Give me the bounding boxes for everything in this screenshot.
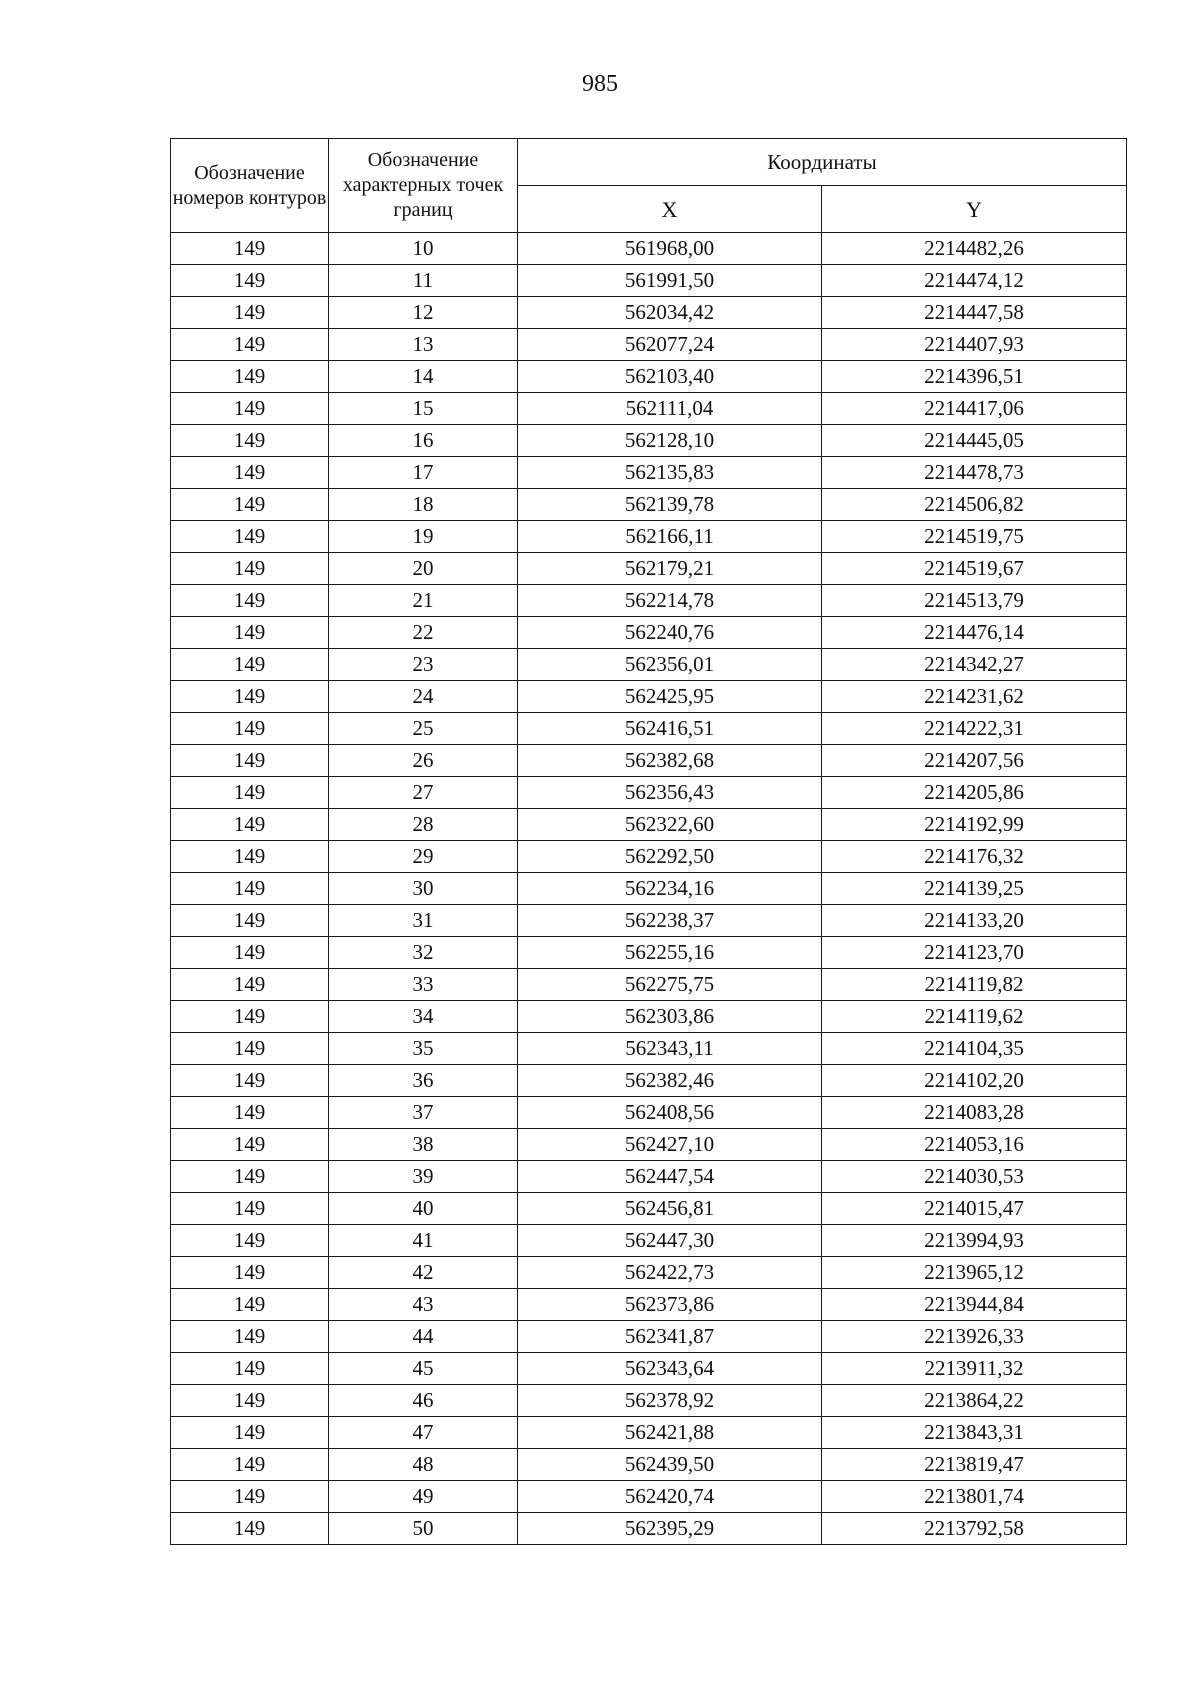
cell-point-number: 40 <box>329 1193 518 1225</box>
cell-point-number: 14 <box>329 361 518 393</box>
table-row <box>171 649 1127 681</box>
cell-point-number: 46 <box>329 1385 518 1417</box>
table-row <box>171 1225 1127 1257</box>
cell-x-coordinate: 562214,78 <box>518 585 822 617</box>
cell-contour-number: 149 <box>171 1065 329 1097</box>
table-row <box>171 777 1127 809</box>
cell-y-coordinate: 2213819,47 <box>822 1449 1127 1481</box>
cell-contour-number: 149 <box>171 329 329 361</box>
cell-y-coordinate: 2214123,70 <box>822 937 1127 969</box>
cell-point-number: 48 <box>329 1449 518 1481</box>
cell-point-number: 25 <box>329 713 518 745</box>
cell-y-coordinate: 2214519,75 <box>822 521 1127 553</box>
cell-y-coordinate: 2214476,14 <box>822 617 1127 649</box>
table-row <box>171 585 1127 617</box>
cell-contour-number: 149 <box>171 521 329 553</box>
cell-x-coordinate: 562077,24 <box>518 329 822 361</box>
cell-y-coordinate: 2214139,25 <box>822 873 1127 905</box>
cell-x-coordinate: 562416,51 <box>518 713 822 745</box>
table-row <box>171 681 1127 713</box>
cell-contour-number: 149 <box>171 1289 329 1321</box>
cell-contour-number: 149 <box>171 1097 329 1129</box>
cell-point-number: 32 <box>329 937 518 969</box>
cell-x-coordinate: 562373,86 <box>518 1289 822 1321</box>
cell-y-coordinate: 2213864,22 <box>822 1385 1127 1417</box>
cell-y-coordinate: 2214176,32 <box>822 841 1127 873</box>
cell-x-coordinate: 562166,11 <box>518 521 822 553</box>
cell-point-number: 26 <box>329 745 518 777</box>
table-row <box>171 617 1127 649</box>
table-row <box>171 489 1127 521</box>
cell-contour-number: 149 <box>171 1321 329 1353</box>
cell-point-number: 39 <box>329 1161 518 1193</box>
table-row <box>171 1385 1127 1417</box>
table-row <box>171 1321 1127 1353</box>
header-coordinates: Координаты <box>518 139 1127 186</box>
table-row <box>171 233 1127 265</box>
cell-contour-number: 149 <box>171 233 329 265</box>
cell-point-number: 49 <box>329 1481 518 1513</box>
table-row <box>171 841 1127 873</box>
cell-x-coordinate: 562343,11 <box>518 1033 822 1065</box>
cell-y-coordinate: 2214104,35 <box>822 1033 1127 1065</box>
cell-x-coordinate: 562378,92 <box>518 1385 822 1417</box>
table-row <box>171 393 1127 425</box>
header-boundary-points: Обозначение характерных точек границ <box>329 139 518 233</box>
cell-contour-number: 149 <box>171 1001 329 1033</box>
cell-x-coordinate: 562240,76 <box>518 617 822 649</box>
table-row <box>171 1161 1127 1193</box>
cell-point-number: 31 <box>329 905 518 937</box>
cell-x-coordinate: 562439,50 <box>518 1449 822 1481</box>
cell-point-number: 17 <box>329 457 518 489</box>
cell-contour-number: 149 <box>171 1033 329 1065</box>
cell-contour-number: 149 <box>171 745 329 777</box>
cell-y-coordinate: 2213792,58 <box>822 1513 1127 1545</box>
cell-x-coordinate: 562135,83 <box>518 457 822 489</box>
cell-y-coordinate: 2213965,12 <box>822 1257 1127 1289</box>
cell-x-coordinate: 562395,29 <box>518 1513 822 1545</box>
cell-x-coordinate: 562447,30 <box>518 1225 822 1257</box>
cell-contour-number: 149 <box>171 553 329 585</box>
cell-y-coordinate: 2214231,62 <box>822 681 1127 713</box>
cell-y-coordinate: 2214083,28 <box>822 1097 1127 1129</box>
cell-y-coordinate: 2213994,93 <box>822 1225 1127 1257</box>
table-row <box>171 425 1127 457</box>
cell-contour-number: 149 <box>171 457 329 489</box>
cell-x-coordinate: 562382,68 <box>518 745 822 777</box>
table-row <box>171 1417 1127 1449</box>
table-row <box>171 1449 1127 1481</box>
cell-y-coordinate: 2214482,26 <box>822 233 1127 265</box>
cell-y-coordinate: 2214445,05 <box>822 425 1127 457</box>
cell-point-number: 47 <box>329 1417 518 1449</box>
cell-contour-number: 149 <box>171 969 329 1001</box>
cell-contour-number: 149 <box>171 1257 329 1289</box>
table-row <box>171 873 1127 905</box>
cell-contour-number: 149 <box>171 1449 329 1481</box>
table-body <box>171 233 1127 1545</box>
cell-y-coordinate: 2214519,67 <box>822 553 1127 585</box>
cell-point-number: 38 <box>329 1129 518 1161</box>
cell-y-coordinate: 2214119,62 <box>822 1001 1127 1033</box>
cell-point-number: 33 <box>329 969 518 1001</box>
cell-point-number: 36 <box>329 1065 518 1097</box>
cell-x-coordinate: 562322,60 <box>518 809 822 841</box>
cell-x-coordinate: 562255,16 <box>518 937 822 969</box>
cell-point-number: 42 <box>329 1257 518 1289</box>
table-row <box>171 745 1127 777</box>
cell-y-coordinate: 2214506,82 <box>822 489 1127 521</box>
table-row <box>171 329 1127 361</box>
cell-contour-number: 149 <box>171 649 329 681</box>
cell-point-number: 50 <box>329 1513 518 1545</box>
table-row <box>171 969 1127 1001</box>
cell-contour-number: 149 <box>171 1129 329 1161</box>
cell-y-coordinate: 2214102,20 <box>822 1065 1127 1097</box>
table-row <box>171 1513 1127 1545</box>
cell-contour-number: 149 <box>171 905 329 937</box>
cell-x-coordinate: 562421,88 <box>518 1417 822 1449</box>
cell-y-coordinate: 2214222,31 <box>822 713 1127 745</box>
cell-x-coordinate: 562111,04 <box>518 393 822 425</box>
cell-x-coordinate: 562292,50 <box>518 841 822 873</box>
cell-contour-number: 149 <box>171 1385 329 1417</box>
cell-y-coordinate: 2214513,79 <box>822 585 1127 617</box>
cell-x-coordinate: 562356,43 <box>518 777 822 809</box>
table-row <box>171 1481 1127 1513</box>
cell-contour-number: 149 <box>171 1161 329 1193</box>
cell-x-coordinate: 562382,46 <box>518 1065 822 1097</box>
table-row <box>171 457 1127 489</box>
cell-contour-number: 149 <box>171 1481 329 1513</box>
table-row <box>171 1289 1127 1321</box>
cell-contour-number: 149 <box>171 585 329 617</box>
cell-point-number: 10 <box>329 233 518 265</box>
cell-y-coordinate: 2214417,06 <box>822 393 1127 425</box>
cell-contour-number: 149 <box>171 489 329 521</box>
cell-point-number: 11 <box>329 265 518 297</box>
cell-y-coordinate: 2214342,27 <box>822 649 1127 681</box>
cell-point-number: 29 <box>329 841 518 873</box>
cell-x-coordinate: 562103,40 <box>518 361 822 393</box>
table-row <box>171 1001 1127 1033</box>
cell-contour-number: 149 <box>171 841 329 873</box>
header-y: Y <box>822 186 1127 233</box>
table-header <box>171 139 1127 233</box>
table-row <box>171 1353 1127 1385</box>
table-row <box>171 905 1127 937</box>
cell-point-number: 43 <box>329 1289 518 1321</box>
cell-point-number: 30 <box>329 873 518 905</box>
cell-point-number: 41 <box>329 1225 518 1257</box>
cell-x-coordinate: 562422,73 <box>518 1257 822 1289</box>
header-x: X <box>518 186 822 233</box>
cell-x-coordinate: 562425,95 <box>518 681 822 713</box>
cell-x-coordinate: 561991,50 <box>518 265 822 297</box>
cell-contour-number: 149 <box>171 617 329 649</box>
cell-point-number: 18 <box>329 489 518 521</box>
cell-x-coordinate: 562456,81 <box>518 1193 822 1225</box>
cell-y-coordinate: 2214447,58 <box>822 297 1127 329</box>
page-number: 985 <box>582 71 618 97</box>
cell-x-coordinate: 562128,10 <box>518 425 822 457</box>
cell-y-coordinate: 2213926,33 <box>822 1321 1127 1353</box>
cell-y-coordinate: 2214015,47 <box>822 1193 1127 1225</box>
cell-x-coordinate: 562238,37 <box>518 905 822 937</box>
cell-x-coordinate: 562420,74 <box>518 1481 822 1513</box>
cell-contour-number: 149 <box>171 777 329 809</box>
cell-point-number: 35 <box>329 1033 518 1065</box>
cell-contour-number: 149 <box>171 265 329 297</box>
cell-point-number: 19 <box>329 521 518 553</box>
header-contour-numbers: Обозначение номеров контуров <box>171 139 329 233</box>
cell-contour-number: 149 <box>171 361 329 393</box>
cell-point-number: 34 <box>329 1001 518 1033</box>
cell-point-number: 37 <box>329 1097 518 1129</box>
cell-point-number: 13 <box>329 329 518 361</box>
cell-y-coordinate: 2214207,56 <box>822 745 1127 777</box>
cell-y-coordinate: 2213843,31 <box>822 1417 1127 1449</box>
cell-x-coordinate: 562356,01 <box>518 649 822 681</box>
cell-x-coordinate: 562234,16 <box>518 873 822 905</box>
cell-y-coordinate: 2214478,73 <box>822 457 1127 489</box>
cell-x-coordinate: 562139,78 <box>518 489 822 521</box>
table-row <box>171 521 1127 553</box>
cell-contour-number: 149 <box>171 873 329 905</box>
table-row <box>171 265 1127 297</box>
table-row <box>171 361 1127 393</box>
coordinates-table <box>170 138 1127 1545</box>
cell-y-coordinate: 2213944,84 <box>822 1289 1127 1321</box>
cell-y-coordinate: 2214396,51 <box>822 361 1127 393</box>
cell-contour-number: 149 <box>171 1193 329 1225</box>
cell-contour-number: 149 <box>171 937 329 969</box>
cell-x-coordinate: 562447,54 <box>518 1161 822 1193</box>
cell-y-coordinate: 2214407,93 <box>822 329 1127 361</box>
cell-x-coordinate: 562427,10 <box>518 1129 822 1161</box>
cell-y-coordinate: 2214133,20 <box>822 905 1127 937</box>
cell-contour-number: 149 <box>171 681 329 713</box>
table-row <box>171 1033 1127 1065</box>
table-row <box>171 809 1127 841</box>
cell-x-coordinate: 562179,21 <box>518 553 822 585</box>
cell-y-coordinate: 2213911,32 <box>822 1353 1127 1385</box>
cell-contour-number: 149 <box>171 809 329 841</box>
table-row <box>171 1097 1127 1129</box>
cell-point-number: 20 <box>329 553 518 585</box>
cell-contour-number: 149 <box>171 297 329 329</box>
table-row <box>171 713 1127 745</box>
cell-x-coordinate: 562034,42 <box>518 297 822 329</box>
cell-contour-number: 149 <box>171 393 329 425</box>
cell-x-coordinate: 562341,87 <box>518 1321 822 1353</box>
cell-y-coordinate: 2214119,82 <box>822 969 1127 1001</box>
cell-x-coordinate: 562343,64 <box>518 1353 822 1385</box>
cell-point-number: 28 <box>329 809 518 841</box>
cell-y-coordinate: 2214474,12 <box>822 265 1127 297</box>
cell-point-number: 45 <box>329 1353 518 1385</box>
cell-x-coordinate: 562408,56 <box>518 1097 822 1129</box>
cell-point-number: 44 <box>329 1321 518 1353</box>
cell-point-number: 21 <box>329 585 518 617</box>
cell-point-number: 22 <box>329 617 518 649</box>
cell-point-number: 23 <box>329 649 518 681</box>
table-row <box>171 1193 1127 1225</box>
cell-point-number: 12 <box>329 297 518 329</box>
cell-y-coordinate: 2214030,53 <box>822 1161 1127 1193</box>
cell-y-coordinate: 2213801,74 <box>822 1481 1127 1513</box>
cell-x-coordinate: 562275,75 <box>518 969 822 1001</box>
cell-y-coordinate: 2214205,86 <box>822 777 1127 809</box>
cell-y-coordinate: 2214053,16 <box>822 1129 1127 1161</box>
cell-point-number: 27 <box>329 777 518 809</box>
table-row <box>171 553 1127 585</box>
cell-y-coordinate: 2214192,99 <box>822 809 1127 841</box>
table-row <box>171 937 1127 969</box>
cell-contour-number: 149 <box>171 425 329 457</box>
cell-contour-number: 149 <box>171 1353 329 1385</box>
table-row <box>171 1065 1127 1097</box>
table-row <box>171 1257 1127 1289</box>
cell-point-number: 16 <box>329 425 518 457</box>
cell-contour-number: 149 <box>171 1225 329 1257</box>
cell-contour-number: 149 <box>171 1417 329 1449</box>
table-row <box>171 297 1127 329</box>
cell-point-number: 24 <box>329 681 518 713</box>
cell-x-coordinate: 561968,00 <box>518 233 822 265</box>
cell-contour-number: 149 <box>171 713 329 745</box>
cell-contour-number: 149 <box>171 1513 329 1545</box>
cell-x-coordinate: 562303,86 <box>518 1001 822 1033</box>
table-row <box>171 1129 1127 1161</box>
cell-point-number: 15 <box>329 393 518 425</box>
